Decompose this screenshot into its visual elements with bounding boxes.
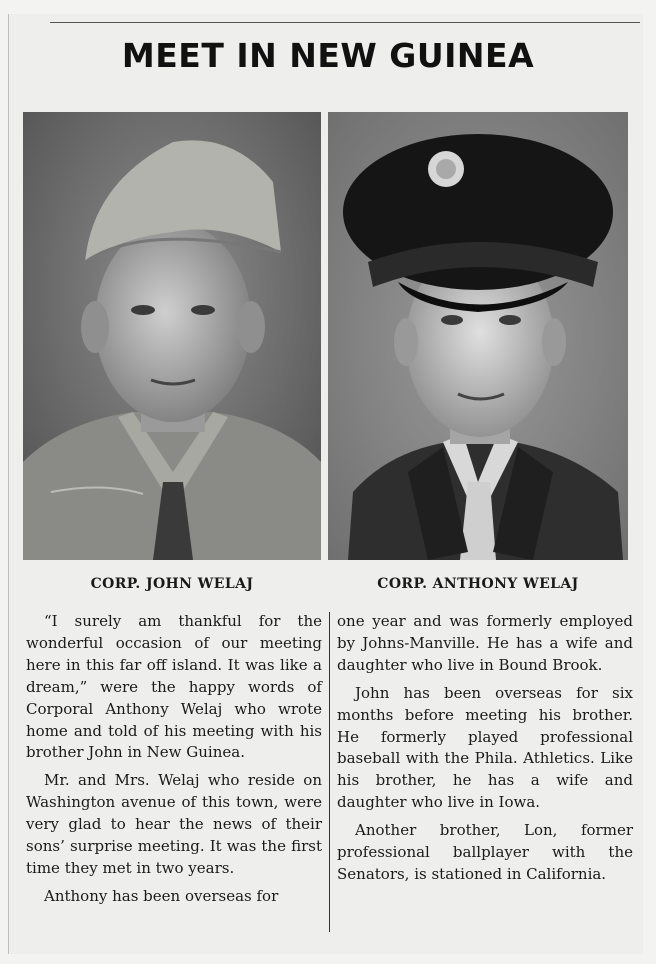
caption-john-welaj: CORP. JOHN WELAJ [90,576,254,592]
paragraph: “I surely am thankful for the wonderful occasion of our meeting here in this far off island. It was like a dream,” were the happy words of Corporal Anthony Welaj who wrote home and told of his meeting with his brother John in New Guinea. [26,612,322,762]
photo-john-welaj [23,112,321,560]
article-column-right [337,611,633,892]
top-rule [50,22,640,23]
article-column-left [26,611,322,914]
column-divider [329,612,330,932]
paragraph: one year and was formerly employed by Johns-Manville. He has a wife and daughter who live in Bound Brook. [337,612,633,674]
caption-anthony-welaj: CORP. ANTHONY WELAJ [377,576,579,592]
paragraph: Anthony has been overseas for [44,886,279,905]
photo-anthony-welaj [328,112,628,560]
paragraph: Another brother, Lon, former professional ballplayer with the Senators, is stationed in California. [337,821,633,883]
paragraph: John has been overseas for six months before meeting his brother. He formerly played professional baseball with the Phila. Athletics. Like his brother, he has a wife and daughter who live in Iowa. [337,683,633,812]
headline: MEET IN NEW GUINEA [121,36,535,75]
paragraph: Mr. and Mrs. Welaj who reside on Washington avenue of this town, were very glad to hear the news of their sons’ surprise meeting. It was the first time they met in two years. [26,771,322,877]
